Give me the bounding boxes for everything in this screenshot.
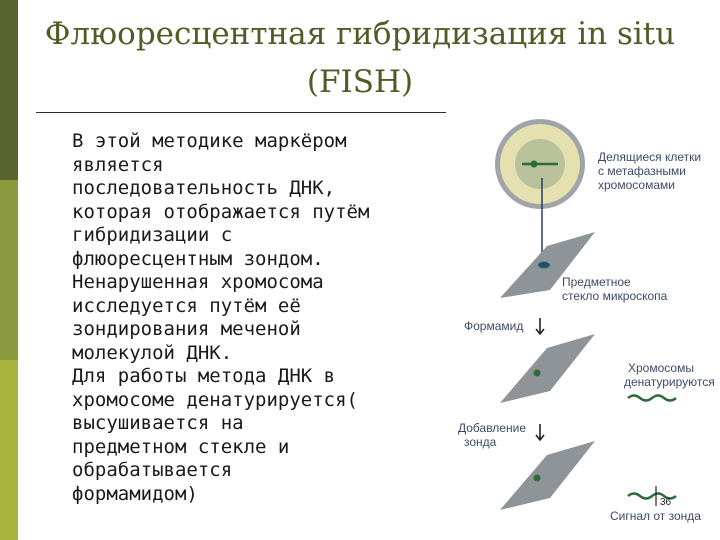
label-denatured-1: Хромосомы — [628, 361, 694, 375]
microscope-slide-3 — [500, 441, 595, 510]
step-formamide-label: Формамид — [464, 319, 524, 333]
title-underline — [36, 112, 446, 113]
slide-3-specimen — [534, 475, 541, 482]
arrow-down-icon — [536, 424, 544, 440]
slide-title — [40, 10, 680, 106]
denatured-dna-strand — [628, 396, 676, 401]
chromosome-dot — [531, 161, 538, 168]
body-paragraph-2: Для работы метода ДНК в хромосоме денатурируется( высушивается на предметном стекле и обрабатывается формамидом) — [72, 365, 358, 505]
slide-1-specimen — [538, 262, 550, 269]
label-dividing-cells-2: с метафазными — [598, 164, 687, 178]
side-bar-segment-bottom — [0, 360, 18, 540]
label-slide-1: Предметное — [562, 275, 631, 289]
side-bar-segment-middle — [0, 180, 18, 360]
title-line-1: Флюоресцентная гибридизация in situ — [44, 16, 676, 52]
page-number: 36 — [660, 497, 672, 508]
arrow-down-icon — [536, 318, 544, 334]
label-denatured-2: денатурируются — [624, 375, 715, 389]
label-slide-2: стекло микроскопа — [562, 289, 668, 303]
slide-2-specimen — [534, 370, 541, 377]
step-probe-label-2: зонда — [464, 435, 497, 449]
side-bar-segment-top — [0, 0, 18, 180]
label-dividing-cells-1: Делящиеся клетки — [598, 150, 702, 164]
title-line-2: (FISH) — [306, 64, 414, 100]
fish-procedure-illustration — [452, 108, 720, 540]
step-probe-label-1: Добавление — [458, 421, 526, 435]
label-dividing-cells-3: хромосомами — [598, 178, 675, 192]
body-paragraph-1: В этой методике маркёром является последовательность ДНК, которая отображается путём гибридизации с флюоресцентным зондом. Ненарушенная хромосома исследуется путём её зондирования меченой молекулой ДНК. — [72, 130, 370, 364]
side-accent-bar — [0, 0, 18, 540]
body-text — [72, 130, 442, 540]
label-probe-signal: Сигнал от зонда — [610, 509, 701, 523]
microscope-slide-2 — [500, 334, 595, 403]
